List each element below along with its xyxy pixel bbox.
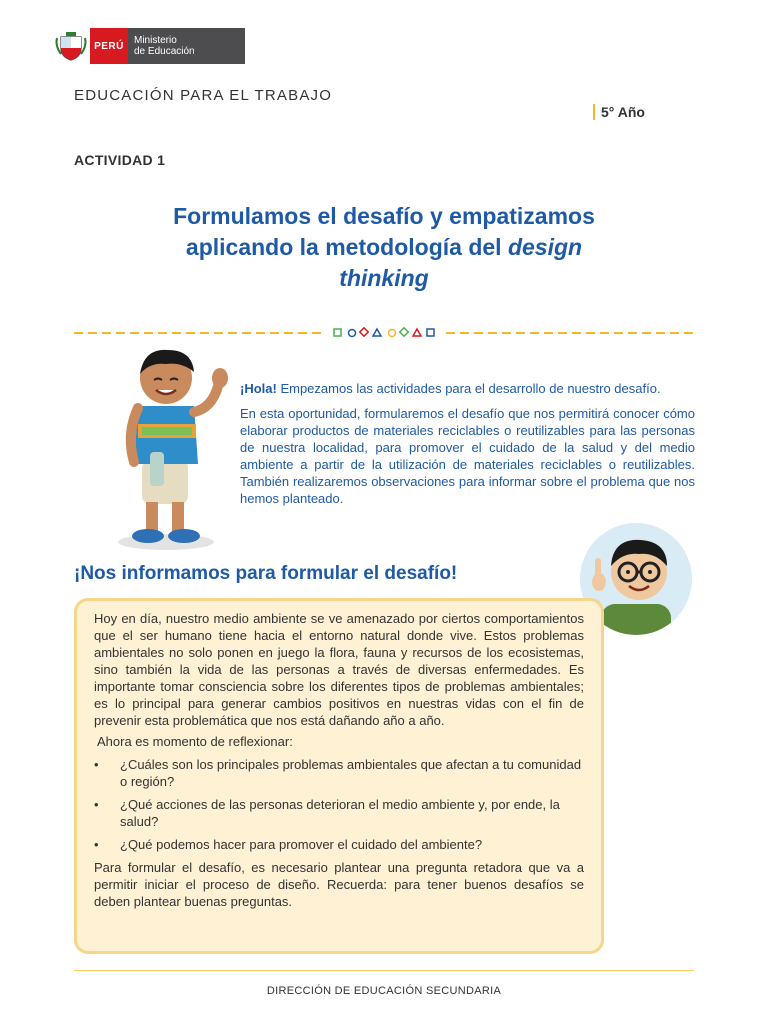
question-list	[94, 756, 584, 853]
subject-title: EDUCACIÓN PARA EL TRABAJO	[74, 87, 333, 104]
intro-text	[240, 380, 695, 515]
title-line-2-italic: design	[507, 234, 583, 260]
question-item: • ¿Qué acciones de las personas deterioran el medio ambiente y, por ende, la salud?	[94, 796, 584, 830]
title-line-2-text: aplicando la metodología del	[185, 234, 508, 260]
waving-boy-illustration	[108, 342, 238, 554]
grade-text: 5° Año	[601, 104, 645, 120]
activity-label: ACTIVIDAD 1	[74, 152, 166, 168]
info-body: Hoy en día, nuestro medio ambiente se ve amenazado por ciertos comportamientos que el ser humano tiene hacia el entorno natural donde vive. Estos problemas ambientales no solo ponen en juego la flora, fauna y recursos de los ecosistemas, sino también la vida de las personas a través de diversas enfermedades. Es importante tomar consciencia sobre los diferentes tipos de problemas ambientales; es lo principal para generar cambios positivos en nuestras vidas con el fin de prevenir esta problemática que nos está dañando año a año.	[94, 611, 584, 728]
decorative-divider	[74, 326, 694, 340]
coat-of-arms-icon	[52, 28, 90, 64]
info-box-content	[94, 610, 584, 910]
logo-country: PERÚ	[90, 28, 128, 64]
intro-greeting-rest: Empezamos las actividades para el desarrollo de nuestro desafío.	[276, 381, 661, 396]
logo-ministry-line2: de Educación	[134, 46, 195, 57]
grade-label	[593, 104, 645, 120]
reflect-intro: Ahora es momento de reflexionar:	[97, 734, 293, 749]
closing-paragraph: Para formular el desafío, es necesario plantear una pregunta retadora que va a permitir iniciar el proceso de diseño. Recuerda: para tener buenos desafíos se deben plantear buenas preguntas.	[94, 860, 584, 909]
intro-paragraph: En esta oportunidad, formularemos el desafío que nos permitirá conocer cómo elaborar productos de materiales reciclables o reutilizables para las personas de nuestra localidad, para promover el cuidado de la salud y del medio ambiente a partir de la utilización de materiales reciclables o reutilizables. También realizaremos observaciones para informar sobre el problema que nos hemos planteado.	[240, 406, 695, 506]
question-item: • ¿Cuáles son los principales problemas ambientales que afectan a tu comunidad o región?	[94, 756, 584, 790]
question-item: • ¿Qué podemos hacer para promover el cuidado del ambiente?	[94, 836, 584, 853]
title-line-3	[80, 263, 688, 294]
intro-greeting: ¡Hola!	[240, 381, 277, 396]
logo-ministry-line1: Ministerio	[134, 35, 177, 46]
section-heading: ¡Nos informamos para formular el desafío!	[74, 563, 458, 584]
title-line-3-italic: thinking	[339, 265, 429, 291]
page-title	[80, 201, 688, 294]
ministry-logo	[52, 28, 245, 64]
logo-ministry	[128, 28, 245, 64]
grade-accent-bar	[593, 104, 595, 120]
title-line-1: Formulamos el desafío y empatizamos	[173, 203, 595, 229]
footer-text: DIRECCIÓN DE EDUCACIÓN SECUNDARIA	[266, 985, 502, 997]
intro-greeting-paragraph	[240, 380, 695, 397]
footer-rule	[74, 970, 694, 971]
title-line-2	[80, 232, 688, 263]
